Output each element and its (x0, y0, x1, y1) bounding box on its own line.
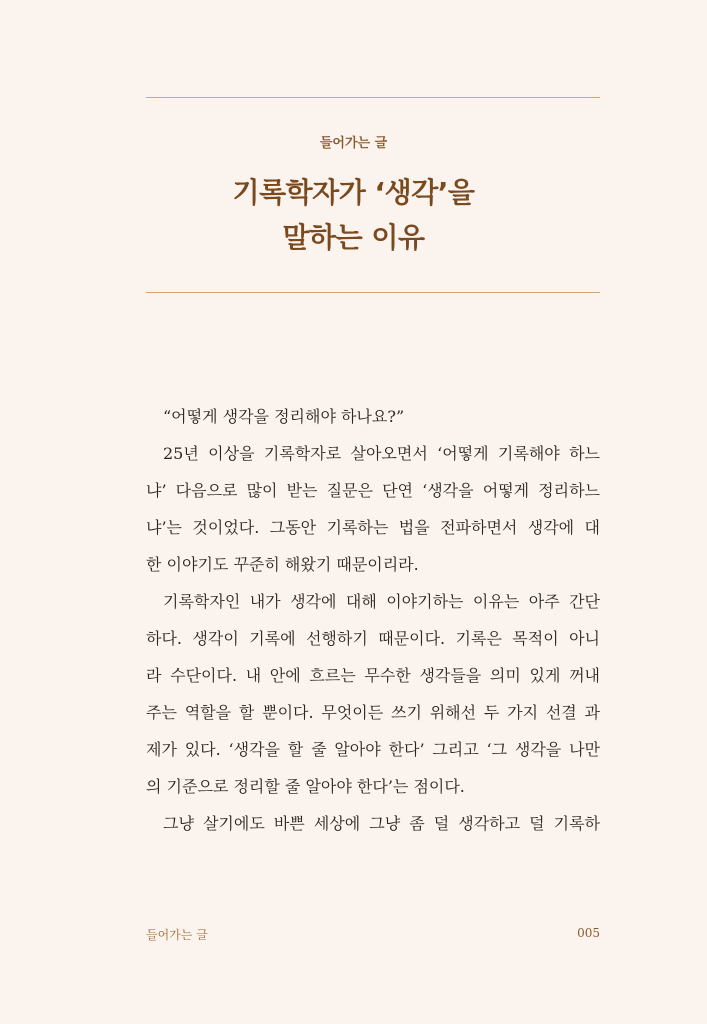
page-number: 005 (577, 926, 600, 940)
footer-section-label: 들어가는 글 (146, 928, 208, 942)
bottom-divider (146, 292, 600, 293)
body-line: 제가 있다. ‘생각을 할 줄 알아야 한다’ 그리고 ‘그 생각을 나만 (146, 740, 600, 759)
body-line: 냐’는 것이었다. 그동안 기록하는 법을 전파하면서 생각에 대 (146, 518, 600, 537)
top-divider (146, 97, 600, 98)
chapter-title-line-1: 기록학자가 ‘생각’을 (232, 176, 475, 209)
chapter-title-line-2: 말하는 이유 (282, 221, 425, 254)
chapter-title (0, 170, 707, 260)
body-line: 하다. 생각이 기록에 선행하기 때문이다. 기록은 목적이 아니 (146, 629, 600, 648)
body-text (146, 398, 600, 842)
body-line: 기록학자인 내가 생각에 대해 이야기하는 이유는 아주 간단 (163, 592, 600, 611)
body-line: “어떻게 생각을 정리해야 하나요?” (163, 407, 405, 426)
body-line: 의 기준으로 정리할 줄 알아야 한다’는 점이다. (146, 777, 465, 796)
body-line: 그냥 살기에도 바쁜 세상에 그냥 좀 덜 생각하고 덜 기록하 (163, 814, 600, 833)
body-line: 냐’ 다음으로 많이 받는 질문은 단연 ‘생각을 어떻게 정리하느 (146, 481, 600, 500)
body-line: 주는 역할을 할 뿐이다. 무엇이든 쓰기 위해선 두 가지 선결 과 (146, 703, 600, 722)
body-line: 25년 이상을 기록학자로 살아오면서 ‘어떻게 기록해야 하느 (163, 444, 600, 463)
body-line: 한 이야기도 꾸준히 해왔기 때문이리라. (146, 555, 419, 574)
body-line: 라 수단이다. 내 안에 흐르는 무수한 생각들을 의미 있게 꺼내 (146, 666, 600, 685)
chapter-label: 들어가는 글 (319, 136, 388, 151)
